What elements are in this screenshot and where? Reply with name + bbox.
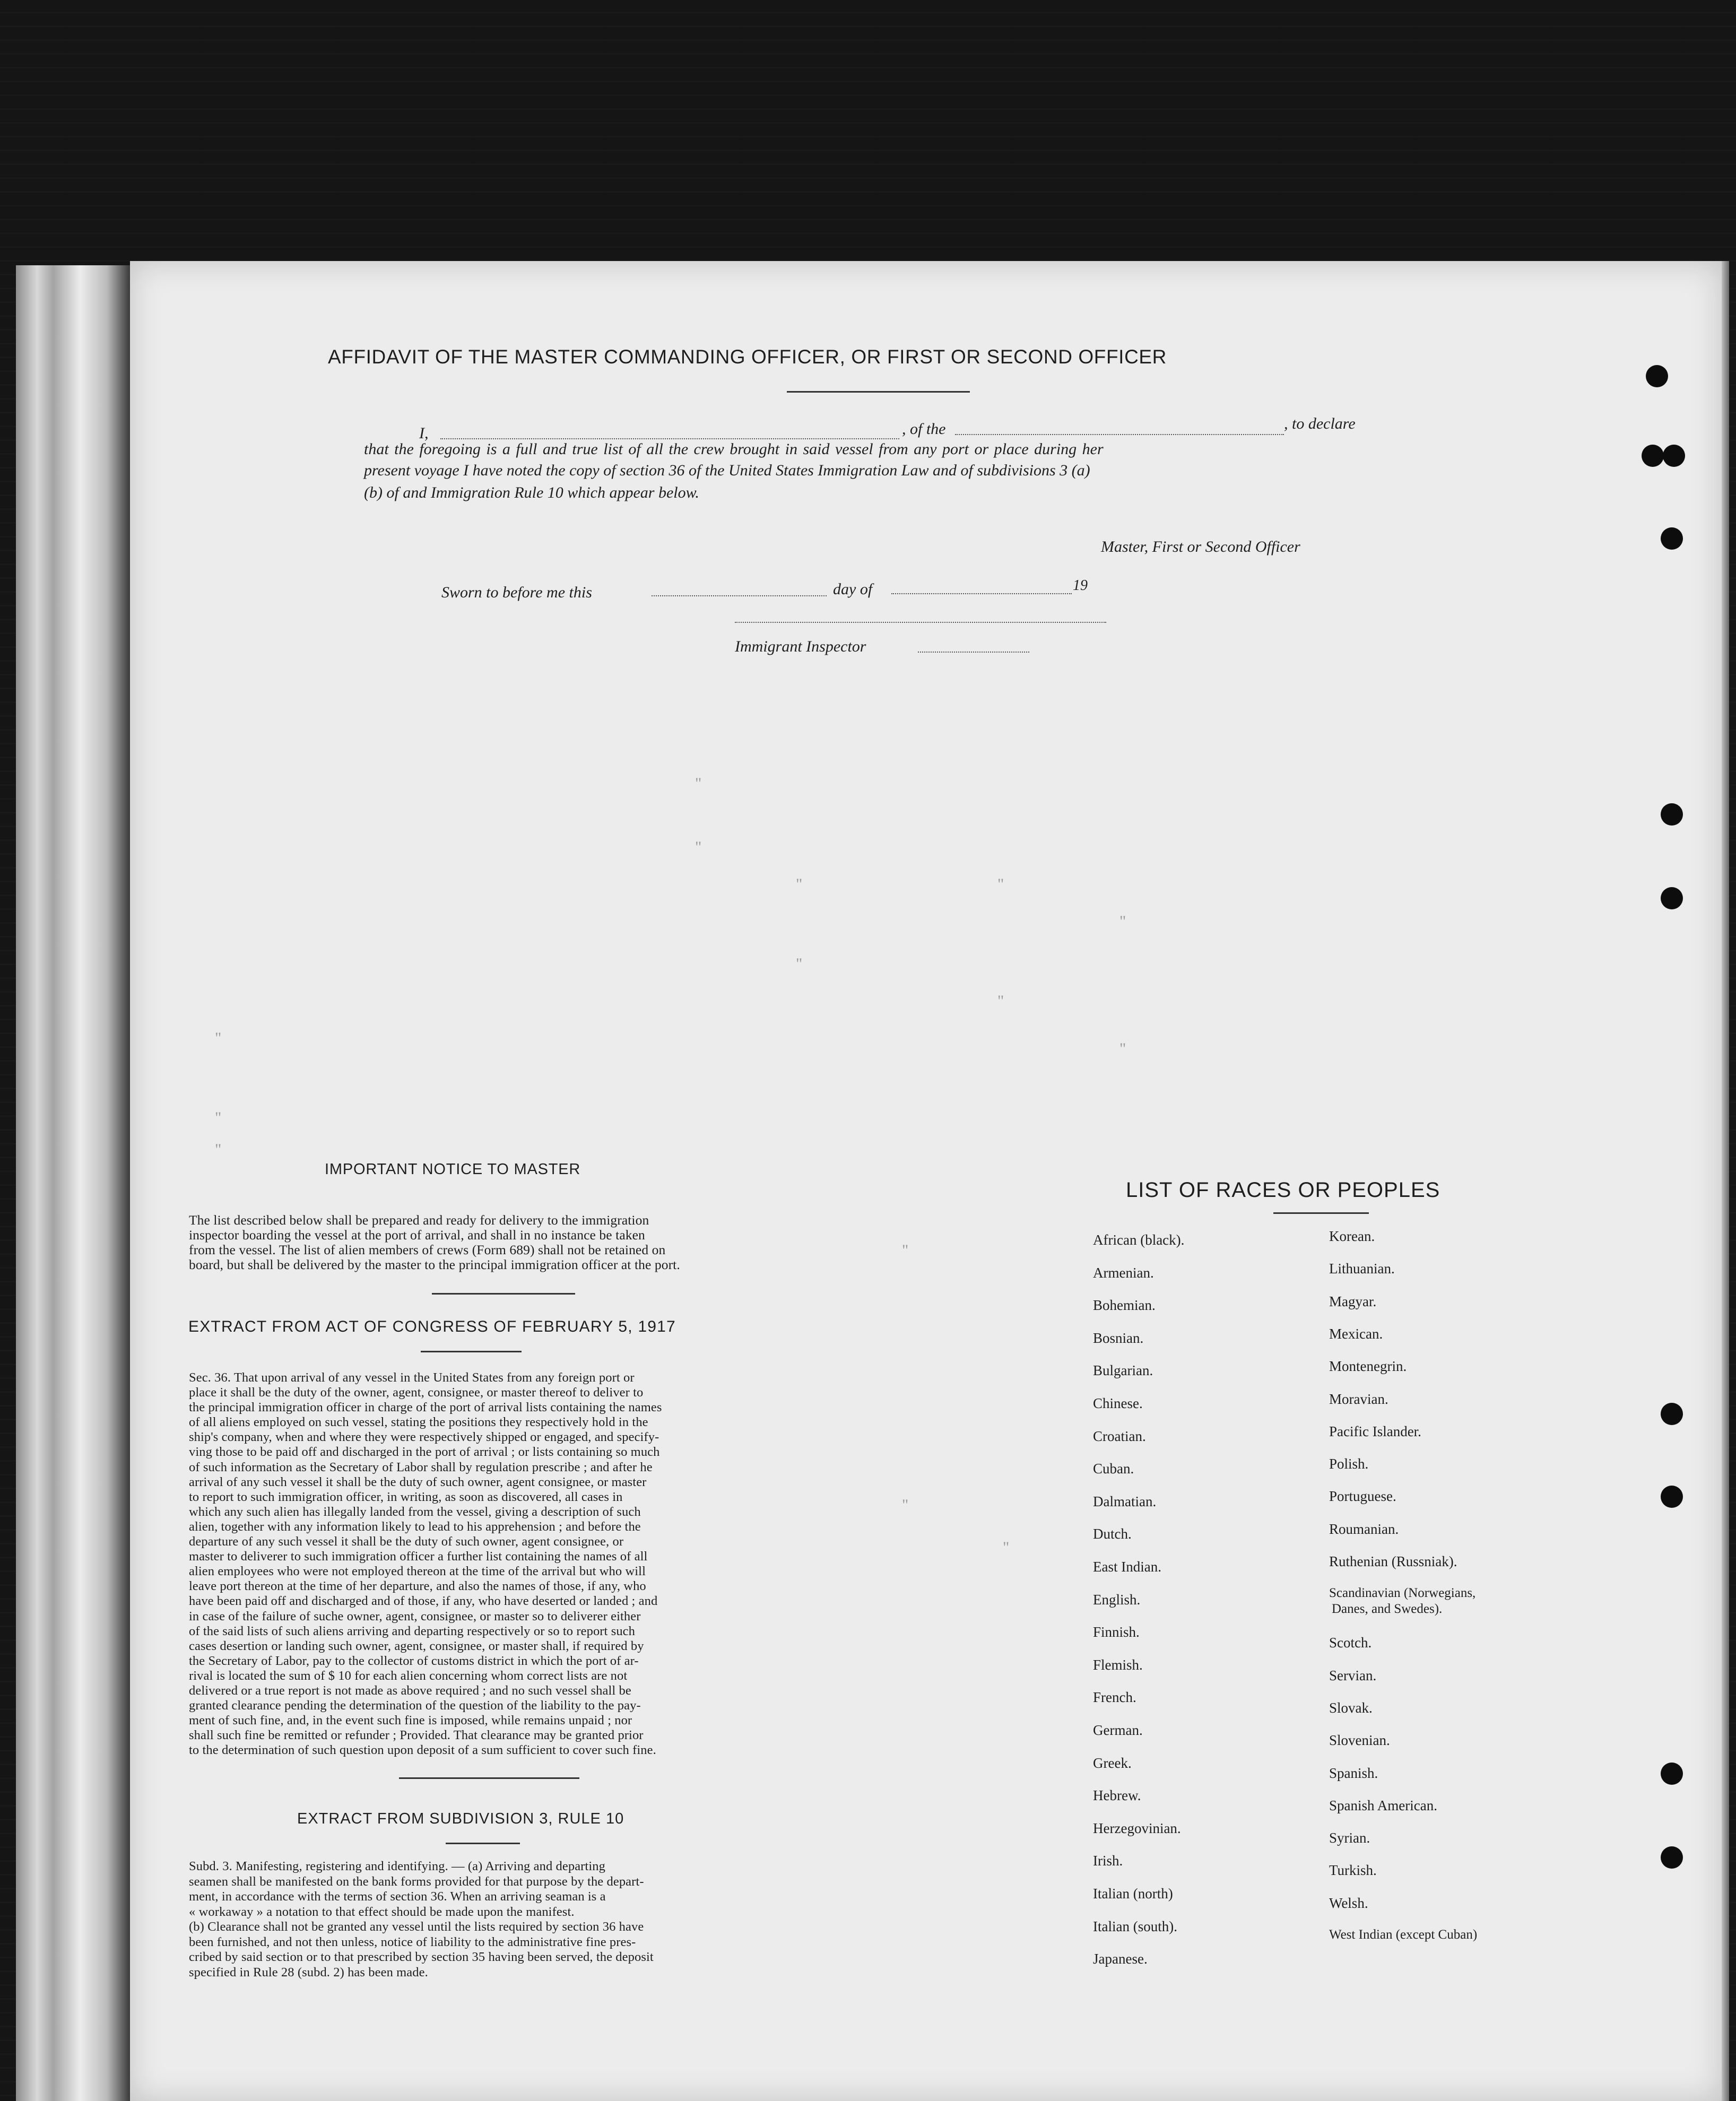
race-item: Bohemian. (1093, 1297, 1156, 1314)
race-item: Slovak. (1329, 1699, 1373, 1716)
affidavit-i: I, (419, 424, 429, 442)
race-item: Lithuanian. (1329, 1261, 1395, 1277)
act-line: of such information as the Secretary of Labor shall by regulation prescribe ; and after he (189, 1460, 653, 1474)
race-item: Finnish. (1093, 1624, 1140, 1640)
rule-line: specified in Rule 28 (subd. 2) has been made. (189, 1965, 428, 1980)
act-line: have been paid off and discharged and of those, if any, who have deserted or landed ; and (189, 1594, 658, 1609)
race-item: West Indian (except Cuban) (1329, 1928, 1478, 1942)
race-item: Italian (north) (1093, 1886, 1173, 1902)
punch-hole (1661, 1486, 1683, 1508)
notice-heading: IMPORTANT NOTICE TO MASTER (325, 1161, 581, 1178)
affidavit-line-3: present voyage I have noted the copy of section 36 of the United States Immigration Law and of subdivisions 3 (a) (364, 462, 1090, 479)
race-item: Korean. (1329, 1228, 1375, 1244)
inspector-trailing-line (918, 652, 1029, 653)
immigrant-inspector-label: Immigrant Inspector (735, 638, 866, 655)
bleed-through-mark: " (902, 1496, 909, 1514)
race-item: Turkish. (1329, 1862, 1377, 1879)
act-line: departure of any such vessel it shall be the duty of such owner, agent consignee, or (189, 1534, 624, 1549)
race-item: Portuguese. (1329, 1488, 1396, 1505)
race-item: African (black). (1093, 1232, 1185, 1248)
notice-divider (432, 1293, 575, 1295)
rule-line: cribed by said section or to that prescribed by section 35 having been served, the deposit (189, 1950, 654, 1964)
race-item: Slovenian. (1329, 1732, 1390, 1749)
act-line: granted clearance pending the determination of the question of the liability to the pay- (189, 1698, 641, 1713)
race-item: Moravian. (1329, 1391, 1388, 1407)
race-item: Servian. (1329, 1667, 1377, 1683)
act-line: arrival of any such vessel it shall be the duty of such owner, agent consignee, or master (189, 1474, 647, 1489)
vessel-name-field[interactable] (955, 434, 1284, 435)
races-heading: LIST OF RACES OR PEOPLES (1126, 1178, 1440, 1202)
bleed-through-mark: " (215, 1141, 222, 1158)
act-line: alien employees who were not employed thereon at the time of the arrival but who will (189, 1564, 646, 1579)
bleed-through-mark: " (997, 875, 1004, 893)
punch-hole (1646, 365, 1668, 387)
sworn-before-label: Sworn to before me this (441, 584, 592, 601)
title-underline (787, 391, 970, 393)
notice-line: inspector boarding the vessel at the port of arrival, and shall in no instance be taken (189, 1227, 645, 1243)
race-item: Montenegrin. (1329, 1358, 1407, 1375)
officer-signature-label: Master, First or Second Officer (1101, 538, 1300, 555)
bleed-through-mark: " (1119, 913, 1126, 930)
act-line: the principal immigration officer in charge of the port of arrival lists containing the names (189, 1400, 662, 1415)
bleed-through-mark: " (1003, 1539, 1010, 1556)
race-item: Ruthenian (Russniak). (1329, 1553, 1457, 1569)
race-item: Mexican. (1329, 1325, 1383, 1342)
race-item: Bulgarian. (1093, 1362, 1153, 1379)
extract-act-divider (421, 1351, 522, 1352)
bleed-through-mark: " (215, 1109, 222, 1126)
act-line: of all aliens employed on such vessel, stating the positions they respectively hold in the (189, 1415, 648, 1430)
punch-hole (1661, 527, 1683, 550)
act-line: the Secretary of Labor, pay to the collector of customs district in which the port of ar- (189, 1653, 639, 1668)
year-prefix: 19 (1073, 577, 1088, 594)
race-item: Danes, and Swedes). (1332, 1602, 1443, 1617)
affidavit-title: AFFIDAVIT OF THE MASTER COMMANDING OFFICER, OR FIRST OR SECOND OFFICER (328, 346, 1167, 368)
notice-line: board, but shall be delivered by the master to the principal immigration officer at the port. (189, 1257, 680, 1272)
race-item: Flemish. (1093, 1656, 1143, 1673)
underlying-sheet (16, 265, 133, 2101)
sworn-month-field[interactable] (891, 593, 1072, 594)
punch-hole (1663, 445, 1685, 467)
act-line: shall such fine be remitted or refunder ; Provided. That clearance may be granted prior (189, 1728, 644, 1743)
race-item: Magyar. (1329, 1293, 1377, 1309)
bleed-through-mark: " (215, 1029, 222, 1047)
rule-line: ment, in accordance with the terms of section 36. When an arriving seaman is a (189, 1889, 606, 1904)
extract-rule-body (189, 1859, 799, 1980)
race-item: French. (1093, 1689, 1136, 1706)
race-item: Polish. (1329, 1456, 1369, 1472)
affidavit-of-the: , of the (902, 420, 946, 438)
act-line: ving those to be paid off and discharged in the port of arrival ; or lists containing so much (189, 1445, 660, 1460)
act-line: rival is located the sum of $ 10 for each alien concerning whom correct lists are not (189, 1668, 628, 1683)
punch-hole (1661, 1846, 1683, 1869)
race-item: Pacific Islander. (1329, 1423, 1421, 1439)
race-item: Italian (south). (1093, 1918, 1177, 1934)
punch-hole (1661, 887, 1683, 909)
bleed-through-mark: " (997, 992, 1004, 1010)
race-item: Chinese. (1093, 1395, 1143, 1411)
race-item: Scandinavian (Norwegians, (1329, 1586, 1476, 1601)
race-item: Welsh. (1329, 1895, 1368, 1911)
extract-rule-divider (446, 1843, 520, 1844)
rule-line: been furnished, and not then unless, notice of liability to the administrative fine pres- (189, 1934, 636, 1949)
affidavit-line-4: (b) of and Immigration Rule 10 which appear below. (364, 484, 699, 501)
bleed-through-mark: " (695, 775, 702, 792)
rule-line: Subd. 3. Manifesting, registering and identifying. — (a) Arriving and departing (189, 1859, 605, 1873)
declarant-name-field[interactable] (440, 438, 899, 439)
act-line: ship's company, when and where they were respectively shipped or engaged, and specify- (189, 1430, 659, 1445)
punch-hole (1661, 1763, 1683, 1785)
rule-line: seamen shall be manifested on the bank forms provided for that purpose by the depart- (189, 1874, 644, 1889)
affidavit-to-declare: , to declare (1284, 415, 1356, 432)
act-line: to report to such immigration officer, in writing, as soon as discovered, all cases in (189, 1489, 623, 1504)
bleed-through-mark: " (796, 955, 803, 973)
notice-line: The list described below shall be prepared and ready for delivery to the immigration (189, 1212, 649, 1228)
punch-hole (1661, 1403, 1683, 1425)
race-item: Croatian. (1093, 1428, 1146, 1444)
punch-hole (1642, 445, 1664, 467)
race-item: Irish. (1093, 1853, 1123, 1869)
race-item: Greek. (1093, 1755, 1132, 1771)
act-line: which any such alien has illegally landed from the vessel, giving a description of such (189, 1504, 641, 1519)
act-line: delivered or a true report is not made as above required ; and no such vessel shall be (189, 1683, 631, 1698)
act-line: of the said lists of such aliens arriving and departing respectively or so to report such (189, 1624, 636, 1638)
act-line: cases desertion or landing such owner, agent, consignee, or master shall, if required by (189, 1638, 644, 1653)
extract-rule-heading: EXTRACT FROM SUBDIVISION 3, RULE 10 (297, 1810, 624, 1827)
bleed-through-mark: " (1119, 1040, 1126, 1057)
affidavit-line-2: that the foregoing is a full and true list of all the crew brought in said vessel from any port or place during her (364, 440, 1104, 458)
notice-body (189, 1213, 798, 1272)
extract-act-body (189, 1370, 799, 1758)
race-item: Cuban. (1093, 1461, 1134, 1477)
race-item: Dalmatian. (1093, 1493, 1157, 1509)
race-item: German. (1093, 1722, 1143, 1738)
act-line: in case of the failure of suche owner, agent, consignee, or master so to deliverer either (189, 1609, 641, 1624)
act-line: to the determination of such question upon deposit of a sum sufficient to cover such fine. (189, 1743, 656, 1758)
rule-line: (b) Clearance shall not be granted any vessel until the lists required by section 36 have (189, 1920, 644, 1934)
day-of-label: day of (833, 580, 873, 598)
extract-act-heading: EXTRACT FROM ACT OF CONGRESS OF FEBRUARY 5, 1917 (188, 1318, 676, 1335)
bleed-through-mark: " (902, 1242, 909, 1259)
sworn-date-field[interactable] (652, 595, 827, 596)
race-item: Dutch. (1093, 1526, 1132, 1542)
bleed-through-mark: " (796, 875, 803, 893)
act-line: leave port thereon at the time of her departure, and also the names of those, if any, who (189, 1579, 646, 1594)
race-item: English. (1093, 1591, 1141, 1608)
race-item: Hebrew. (1093, 1787, 1141, 1804)
act-line: place it shall be the duty of the owner, agent, consignee, or master thereof to deliver to (189, 1385, 644, 1400)
act-line: Sec. 36. That upon arrival of any vessel in the United States from any foreign port or (189, 1370, 635, 1385)
extract-act-end-divider (399, 1777, 579, 1779)
races-heading-underline (1273, 1212, 1369, 1214)
page-edge (1722, 261, 1729, 2101)
race-item: Roumanian. (1329, 1521, 1399, 1537)
race-item: Spanish American. (1329, 1797, 1437, 1813)
race-item: Japanese. (1093, 1951, 1148, 1967)
race-item: East Indian. (1093, 1559, 1161, 1575)
act-line: master to deliverer to such immigration officer a further list containing the names of all (189, 1549, 648, 1564)
rule-line: « workaway » a notation to that effect should be made upon the manifest. (189, 1904, 575, 1919)
race-item: Scotch. (1329, 1635, 1372, 1651)
notice-line: from the vessel. The list of alien members of crews (Form 689) shall not be retained on (189, 1242, 666, 1257)
race-item: Armenian. (1093, 1264, 1154, 1281)
race-item: Bosnian. (1093, 1330, 1144, 1346)
punch-hole (1661, 803, 1683, 826)
race-item: Syrian. (1329, 1830, 1370, 1846)
act-line: ment of such fine, and, in the event such fine is imposed, while remains unpaid ; nor (189, 1713, 632, 1728)
race-item: Herzegovinian. (1093, 1820, 1181, 1836)
race-item: Spanish. (1329, 1765, 1378, 1781)
bleed-through-mark: " (695, 838, 702, 856)
act-line: alien, together with any information likely to lead to his apprehension ; and before the (189, 1519, 641, 1534)
inspector-signature-field[interactable] (735, 622, 1106, 623)
